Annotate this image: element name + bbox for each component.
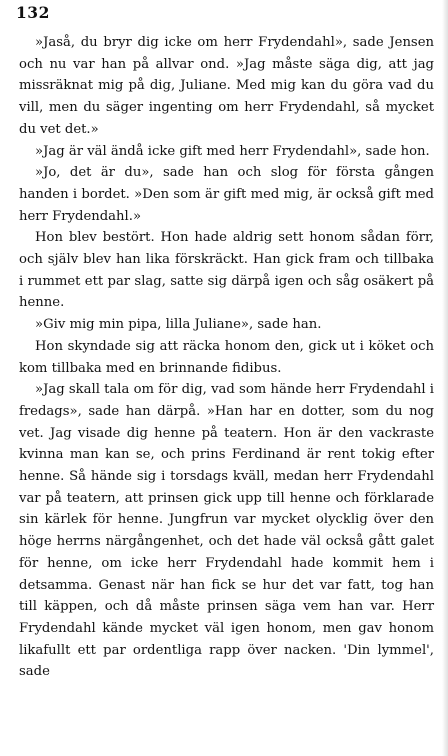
paragraph-3: »Jo, det är du», sade han och slog för första gången handen i bordet. »Den som är gift med mig, är också gift med herr Frydendahl.» [19, 165, 434, 224]
paragraph-2: »Jag är väl ändå icke gift med herr Frydendahl», sade hon. [35, 143, 430, 159]
body-text [19, 32, 434, 683]
paragraph-4: Hon blev bestört. Hon hade aldrig sett honom sådan förr, och själv blev han lika förskräckt. Han gick fram och tillbaka i rummet ett par slag, satte sig därpå igen och såg osäkert på henne. [19, 230, 434, 311]
paragraph-1: »Jaså, du bryr dig icke om herr Frydendahl», sade Jensen och nu var han på allvar ond. »Jag måste säga dig, att jag missräknat mig på dig, Juliane. Med mig kan du göra vad du vill, men du säger ingenting om herr Frydendahl, så mycket du vet det.» [19, 35, 434, 137]
page-edge-shadow [442, 0, 448, 756]
paragraph-5: »Giv mig min pipa, lilla Juliane», sade han. [35, 317, 322, 333]
paragraph-7: »Jag skall tala om för dig, vad som hände herr Frydendahl i fredags», sade han därpå. »Han har en dotter, som du nog vet. Jag visade dig henne på teatern. Hon är den vackraste kvinna man kan se, och prins Ferdinand är rent tokig efter henne. Så hände sig i torsdags kväll, medan herr Frydendahl var på teatern, att prinsen gick upp till henne och förklarade sin kärlek för henne. Jungfrun var mycket olycklig över den höge herrns närgångenhet, och det hade väl också gått galet för henne, om icke herr Frydendahl hade kommit hem i detsamma. Genast när han fick se hur det var fatt, tog han till käppen, och då måste prinsen säga vem han var. Herr Frydendahl kände mycket väl igen honom, men gav honom likafullt ett par ordentliga rapp över nacken. 'Din lymmel', sade [19, 382, 434, 680]
page-number: 132 [16, 3, 50, 22]
paragraph-6: Hon skyndade sig att räcka honom den, gick ut i köket och kom tillbaka med en brinnande fidibus. [19, 338, 434, 376]
